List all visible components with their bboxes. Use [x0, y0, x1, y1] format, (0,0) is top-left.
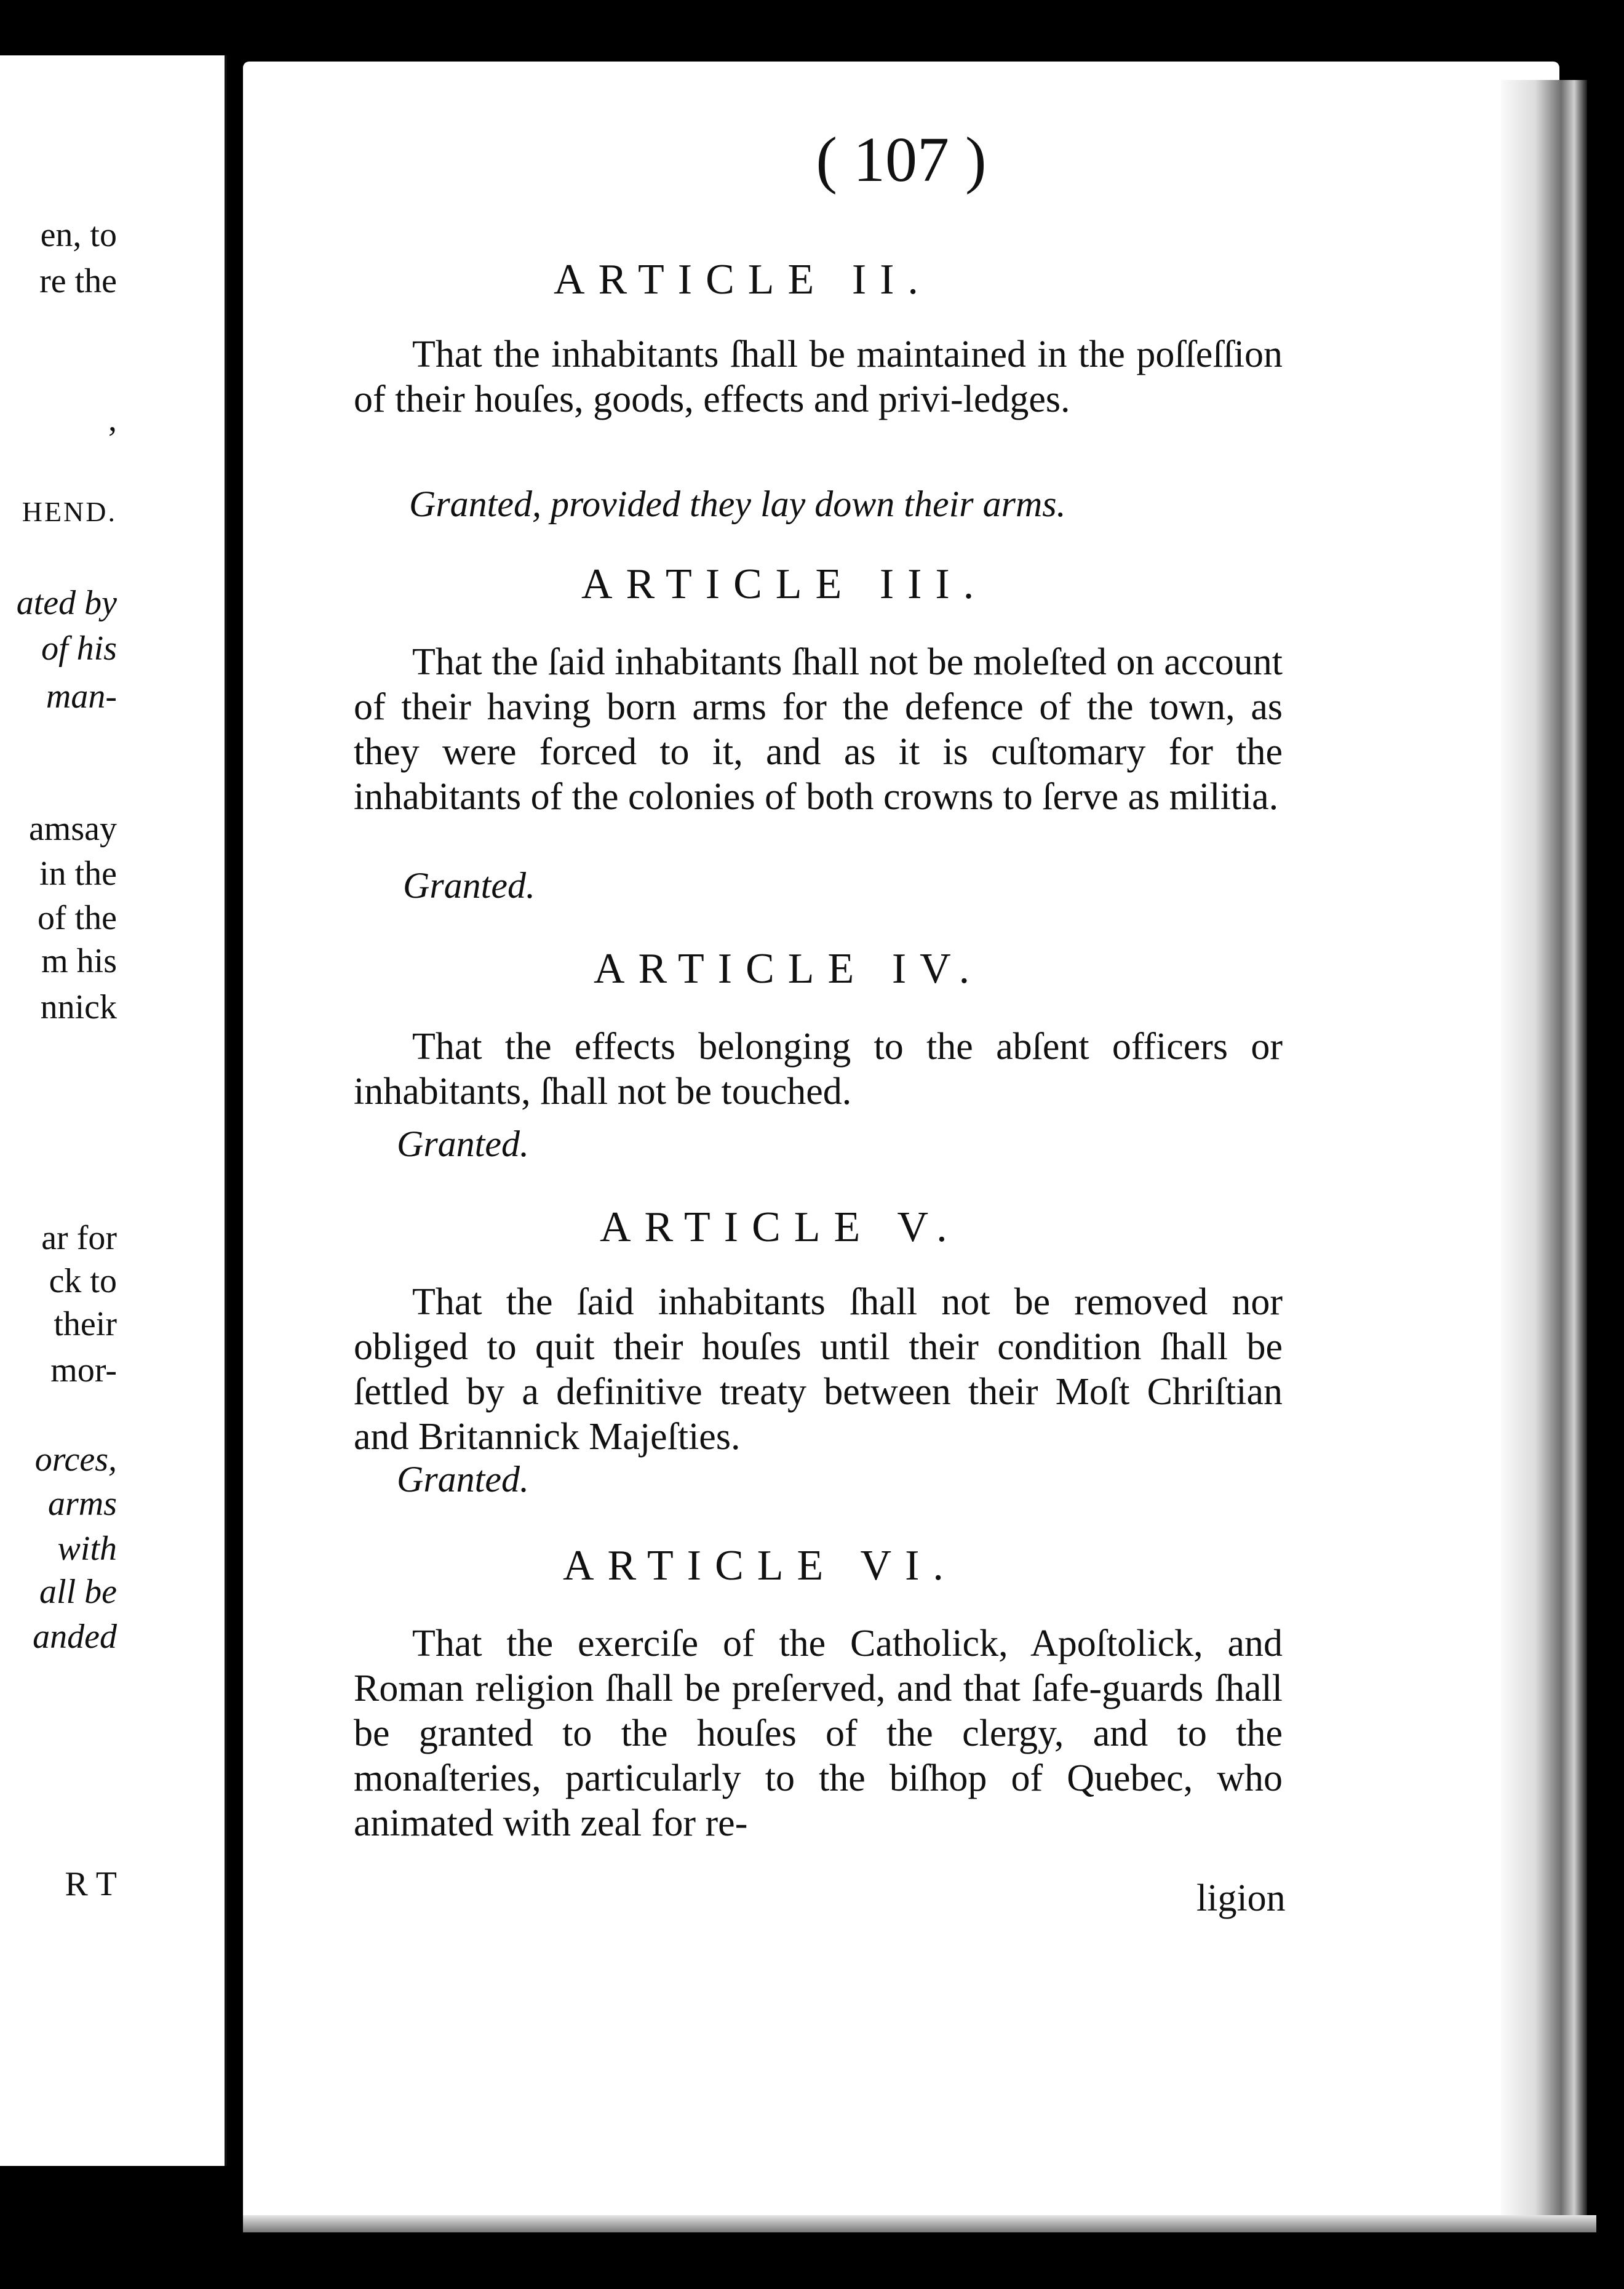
- left-page-line: arms: [47, 1485, 117, 1523]
- left-page-fragment: [0, 55, 227, 2166]
- article-6-body: That the exerciſe of the Catholick, Apoſtolick, and Roman religion ſhall be preſerved, and that ſafe-guards ſhall be granted to the houſes of the clergy, and to the monaſteries, particularly to the biſhop of Quebec, who animated with zeal for re-: [354, 1623, 1283, 1844]
- article-5-granted: Granted.: [397, 1459, 529, 1500]
- left-page-line: anded: [33, 1618, 117, 1656]
- article-4-heading: ARTICLE IV.: [594, 945, 984, 993]
- left-page-line: HEND.: [22, 496, 117, 527]
- article-6-heading: ARTICLE VI.: [563, 1542, 957, 1589]
- left-page-line: amsay: [28, 810, 117, 848]
- left-page-line: with: [57, 1530, 117, 1568]
- article-4-granted: Granted.: [397, 1124, 529, 1164]
- left-page-line: of the: [37, 899, 117, 937]
- article-2-heading: ARTICLE II.: [554, 256, 932, 303]
- article-3-heading: ARTICLE III.: [581, 561, 988, 608]
- left-page-line: ,: [108, 401, 117, 439]
- left-page-line: ated by: [16, 584, 117, 622]
- left-page-line: ar for: [41, 1219, 117, 1257]
- article-4-body: That the effects belonging to the abſent officers or inhabitants, ſhall not be touched.: [354, 1026, 1283, 1113]
- left-page-line: re the: [39, 262, 117, 300]
- page-bottom-edge: [243, 2215, 1596, 2232]
- left-page-line: ck to: [49, 1262, 117, 1300]
- article-2-granted: Granted, provided they lay down their arms.: [409, 484, 1066, 524]
- page-edge-shadow: [1501, 80, 1587, 2215]
- article-5-body: That the ſaid inhabitants ſhall not be removed nor obliged to quit their houſes until their condition ſhall be ſettled by a definitive treaty between their Moſt Chriſtian and Britannick Majeſties.: [354, 1281, 1283, 1458]
- article-3-body: That the ſaid inhabitants ſhall not be moleſted on account of their having born arms for the defence of the town, as they were forced to it, and as it is cuſtomary for the inhabitants of the colonies of both crowns to ſerve as militia.: [354, 641, 1283, 818]
- left-page-line: en, to: [40, 216, 117, 254]
- left-page-line: R T: [65, 1865, 117, 1903]
- left-page-line: man-: [46, 677, 117, 716]
- left-page-line: their: [54, 1305, 117, 1343]
- page-number: ( 107 ): [816, 124, 987, 195]
- left-page-line: orces,: [34, 1440, 117, 1479]
- article-2-body: That the inhabitants ſhall be maintained in the poſſeſſion of their houſes, goods, effects and privi-ledges.: [354, 334, 1283, 420]
- catchword: ligion: [1196, 1877, 1286, 1919]
- left-page-line: mor-: [50, 1351, 117, 1389]
- article-3-granted: Granted.: [403, 865, 535, 906]
- left-page-line: all be: [39, 1573, 117, 1611]
- left-page-line: m his: [41, 942, 117, 980]
- left-page-line: in the: [39, 855, 117, 893]
- article-5-heading: ARTICLE V.: [600, 1204, 961, 1251]
- left-page-line: nnick: [40, 988, 117, 1026]
- left-page-line: of his: [41, 629, 117, 668]
